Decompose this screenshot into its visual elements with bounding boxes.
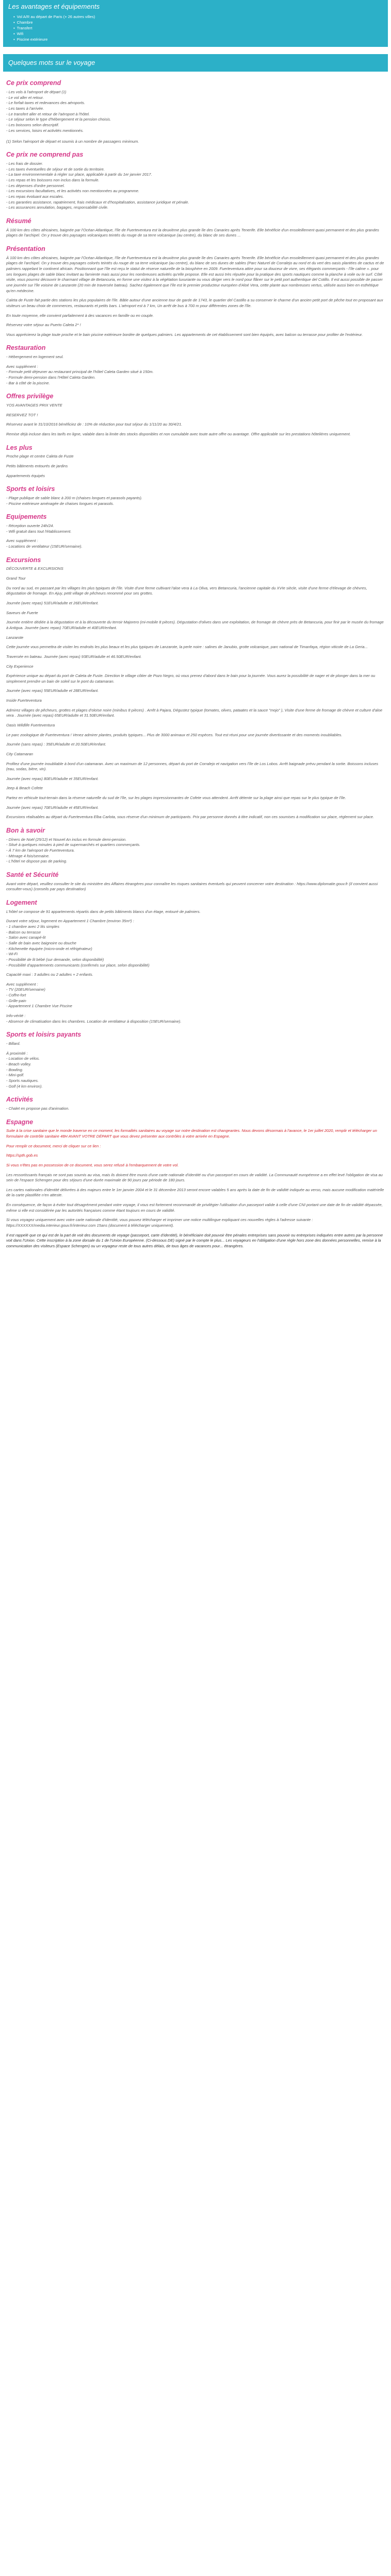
section-text: - Wifi gratuit dans tout l'établissement. [6, 529, 72, 534]
section-text: - Les assurances annulation, bagages, responsabilité civile. [6, 205, 109, 210]
section-text: Journée (sans repas) : 35EUR/adulte et 20.50EUR/enfant. [6, 742, 106, 747]
section-text: Suite à la crise sanitaire que le monde traverse en ce moment, les formalités sanitaires au voyage sur notre destination est changeantes. Nous devons désormais à l'avance, le 1er juillet 2020, remplir et télécharger un formulaire de contrôle sanitaire 48H AVANT VOTRE DÉPART que vous devez présenter aux contrôles à votre arrivée en Espagne. [6, 1128, 377, 1139]
section [3, 245, 388, 337]
section-text: Saveurs de Fuerte [6, 610, 38, 615]
section-title: Restauration [6, 344, 46, 352]
advantage-item: ▪ Wifi [13, 31, 383, 37]
section [3, 485, 388, 506]
section-text: Il est rappelé que ce qui est de la part de voit des documents de voyage (passeport, carte d'identité), le bénéficiaire doit pouvoir être pénales entreprises sans pouvoir ou entreprises indiquées entre autres par la personne voit dans l'Union. Cette inscription à la zone dorsale du 1 de l'Union Européenne. (Ci-dessous DE) signé par le compte le plus... Les voyageurs en l'obligation d'une règle hors zone des données personnelles, remise à la communication des visiteurs (Espace Schengen) ou un voyageur reste de tous autres délais, de tous âges de vacances pour... étrangères. [6, 1232, 383, 1248]
section-text: - Kitchenette équipée (micro-onde et réfrigérateur) [6, 946, 92, 951]
section-text: - La taxe environnementale à régler sur place, applicable à partir du 1er janvier 2017. [6, 172, 152, 177]
section-text: RESERVEZ TOT ! [6, 412, 38, 417]
section-text: Avant votre départ, veuillez consulter le site du ministère des Affaires étrangères pour connaître les risques sanitaires éventuels qui peuvent concerner votre destination : https://www.diplomatie.gouv.fr (Il convient aussi consulter-vous) (conseils par pays destination) [6, 881, 378, 892]
section-text: Journée (avec repas) 80EUR/adulte et 35EUR/enfant. [6, 776, 99, 781]
section-text: Journée entière dédiée à la dégustation et à la découverte du terroir Majorero (mi-mobile 8 pièces). Dégustation d'olives dans une exploitation, de fromage de chèvre près de Betancuria, pour finir par le musée du fromage à Antigua. Journée (avec repas) 70EUR/adulte et 40EUR/enfant. [6, 620, 384, 630]
section-text: Expérience unique au départ du port de Caleta de Fuste. Direction le village côtier de Pozo Negro, où vous prenez d'abord dans le bain pour la journée. Vous aurez la possibilité de nager et de plonger dans la mer ou simplement prendre un bain de soleil sur le pont du catamaran. [6, 673, 376, 684]
section [3, 899, 388, 1024]
trip-sections [3, 79, 388, 1249]
section-text: Profitez d'une journée inoubliable à bord d'un catamaran. Avec un maximum de 12 personnes, départ du port de Corralejo et navigation vers l'île de Los Lobos. Arrêt baignade prévu pendant la sortie. Boissons incluses (eau, sodas, bière, vin). [6, 761, 379, 772]
section-text: - Coffre-fort [6, 993, 26, 998]
advantage-item: ▪ Vol A/R au départ de Paris (+ 26 autres villes) [13, 14, 383, 20]
section-text: - Location de vélos. [6, 1056, 40, 1061]
section-text: - Mini-golf. [6, 1073, 25, 1078]
section-text: - Piscine extérieure aménagée de chaises longues et parasols. [6, 501, 114, 506]
section [3, 556, 388, 820]
section-text: Journée (avec repas) 51EUR/adulte et 26EUR/enfant. [6, 601, 99, 606]
section-text: - Dîners de Noël (25/12) et Nouvel An inclus en formule demi-pension. [6, 837, 127, 842]
section-text: - Plage publique de sable blanc à 200 m (chaises longues et parasols payants). [6, 496, 142, 501]
section-text: Si vous n'êtes pas en possession de ce document, vous serez refusé à l'embarquement de votre vol. [6, 1162, 179, 1167]
section-text: - L'hôtel ne dispose pas de parking. [6, 859, 68, 864]
trip-title: Quelques mots sur le voyage [8, 58, 95, 66]
section-text: - Wi-Fi [6, 952, 18, 957]
section-text: Remise déjà incluse dans les tarifs en ligne, valable dans la limite des stocks disponibles et non cumulable avec toute autre offre ou avantage. Offre applicable sur les prestations hôtelières uniquement. [6, 432, 351, 437]
section-text: Appartements équipés [6, 473, 45, 478]
section-text: - Grille-pain [6, 998, 26, 1003]
section-text: - Salon avec canapé-lit [6, 935, 46, 940]
section-text: - Formule demi-pension dans l'Hôtel Caleta Garden. [6, 375, 96, 380]
section-text: Journée (avec repas) 55EUR/adulte et 28EUR/enfant. [6, 688, 99, 693]
section-text: Avec supplément : [6, 981, 38, 987]
section-text: - À 7 km de l'aéroport de Fuerteventura. [6, 848, 75, 853]
section-text: - Les frais de dossier. [6, 161, 43, 166]
section-text: - Le transfert aller et retour de l'aéroport à l'hôtel. [6, 111, 90, 116]
advantage-item: ▪ Piscine extérieure [13, 37, 383, 43]
section-text: - Ménage 4 fois/semaine. [6, 853, 50, 858]
section-text: En toute moyenne, elle convient parfaitement à des vacances en famille ou en couple. [6, 313, 154, 318]
section [3, 826, 388, 865]
section-text: - Chalet en propose pas d'animation. [6, 1106, 70, 1111]
section-text: Journée (avec repas) 70EUR/adulte et 45EUR/enfant. [6, 805, 99, 810]
section-text: YOS AVANTAGES PRIX VENTE [6, 403, 62, 408]
section-text: - Locations de ventilateur (15EUR/semaine). [6, 544, 83, 549]
section-title: Offres privilège [6, 393, 54, 400]
section-title: Bon à savoir [6, 827, 45, 835]
section-title: Sports et loisirs payants [6, 1031, 82, 1039]
section-text: Pour remplir ce document, merci de cliquer sur ce lien : [6, 1143, 101, 1148]
section [3, 513, 388, 549]
section-title: Présentation [6, 245, 45, 252]
section-text: À 100 km des côtes africaines, baignée par l'Océan Atlantique, l'île de Fuerteventura est la deuxième plus grande île des Canaries après Tenerife. Elle bénéficie d'un ensoleillement quasi permanent et des plus grandes plages de l'archipel. On y trouve des paysages colorés teintés du rouge de sa terre volcanique (au centre), du blanc de ses dunes de sables (Parc Naturel de Corralejo au nord et du vert des oasis plantées de cactus et de palmiers rappelant le continent africain. Positionnant que l'île est reçu le statut de réserve naturelle de la biosphère en 2009. Fuerteventura attire pour sa douceur de vivre, ses élégants commerçants - l'île calme ». pour ses longues plages de sable blanc invitant au farniente mais aussi pour les nombreuses activités qu'elle propose. Elle est aussi très réputée pour la pratique des sports nautiques comme la planche à voile ou le surf. Côté visite, vous pourrez découvrir le charmant village de Betancuria, en forme une visitez à la végétation luxuriante ou vous diriger vers le nord pour flâner sur le petit port authentique del Cotillo. Il est aussi possible de passer une journée sur l'île voisine de Lanzarote (20 min de traversée bateau). Sachez également que l'île est le premier producteur européen d'Aloé Vera, cette plante aux nombreuses vertus, utilisée aussi bien en esthétique qu'en médecine. [6, 255, 384, 293]
section-text: - Les repas et les boissons non inclus dans la formule. [6, 178, 100, 183]
section-text: - Sports nautiques. [6, 1078, 39, 1083]
section-text: En conséquence, de façon à éviter tout désagrément pendant votre voyage, il vous est fortement recommandé de privilégier l'utilisation d'un passeport valide à celle d'une CNI portant une date de fin de validité dépassée, même si elle est considérée par les autorités françaises comme étant toujours en cours de validité. [6, 1202, 383, 1213]
section-text: DÉCOUVERTE & EXCURSIONS [6, 566, 63, 571]
advantages-title: Les avantages et équipements [8, 3, 100, 10]
section-text: (1) Selon l'aéroport de départ et soumis à un nombre de passagers minimum. [6, 139, 139, 144]
section-text: - Formule petit déjeuner au restaurant principal de l'hôtel Caleta Garden situé à 150m. [6, 369, 154, 375]
advantages-list [8, 14, 383, 42]
section-text: - Le forfait taxes et redevances des aéroports. [6, 100, 85, 106]
section-title: Santé et Sécurité [6, 871, 59, 878]
section-text: - Le vol aller et retour. [6, 95, 44, 100]
section-text: - Les garanties assistance, rapatriement, frais médicaux et d'hospitalisation, assistance juridique et pénale. [6, 199, 189, 205]
section-text: Vous apprécierez la plage toute proche et le bain piscine extérieure bordée de quelques palmiers. Les appartements de cet établissement sont bien équipés, avec balcon ou terrasse pour profiter de l'extérieur. [6, 332, 363, 337]
section-text: Du nord au sud, en passant par les villages les plus typiques de l'île. Visite d'une ferme cultivant l'aloe vera à La Oliva, vers Betancuria, l'ancienne capitale du XVIe siècle, visite d'une ferme d'élevage de chèvres, dégustation de fromage. En Ajuy, petit village de pêcheurs renommé pour ses grottes. [6, 585, 367, 596]
section-text: Le parc zoologique de Fuerteventura ! Venez admirer plantes, produits typiques... Plus de 3000 animaux et 250 espèces. Tout est réuni pour une journée divertissante et des moments inoubliables. [6, 732, 343, 737]
section-text: Avec supplément : [6, 538, 38, 544]
section-text: Lanzarote [6, 635, 24, 640]
section-title: Logement [6, 899, 37, 907]
trip-band [3, 54, 388, 72]
section-text: Capacité maxi : 3 adultes ou 2 adultes + 2 enfants. [6, 972, 93, 977]
section-text: - Billard. [6, 1041, 21, 1046]
section-text: L'hôtel se compose de 91 appartements répartis dans de petits bâtiments blancs d'un étage, entouré de palmiers. [6, 909, 201, 914]
advantage-item: ▪ Chambre [13, 20, 383, 26]
section-text: - Appartement 1 Chambre Vue Piscine [6, 1004, 72, 1009]
section-text: - TV (20EUR/semaine) [6, 987, 45, 992]
section-text: - Les excursions facultatives, et les activités non mentionnées au programme. [6, 189, 140, 194]
section-text: Caleta de Fuste fait partie des stations les plus populaires de l'île. Bâtie autour d'une ancienne tour de garde de 1743, le quartier del Castillo a su conserver le charme d'un ancien petit port de pêche tout en proposant aux visiteurs un beau choix de commerces, restaurants et petits bars. L'aéroport est à 7 km, Un arrêt de bus à 700 m pour différentes zones de l'île. [6, 298, 383, 308]
section-text: Admirez villages de pêcheurs, grottes et plages d'oloïse noire (minibus 8 pièces) . Arrêt à Pajara, Dégustez typique (tomates, olives, pataates et la sauce "mojo" ), Visite d'une ferme de fromage de chèvre et culture d'aloe vera . Journée (avec repas) 65EUR/adulte et 31.50EUR/enfant. [6, 707, 383, 718]
section-text: - Possibilité de lit bébé (sur demande, selon disponibilité) [6, 957, 104, 962]
section-text: Excursions réalisables au départ du Fuerteventura Elba Carlota, sous réserve d'un minimum de participants. Prix par personne donnés à titre indicatif, non ces soumises à modification sur place, réglement sur place. [6, 815, 374, 820]
section-text: - Réception ouverte 24h/24. [6, 523, 54, 529]
section-title: Excursions [6, 556, 41, 564]
section-text: Réservez avant le 31/10/2016 bénéficiez de : 10% de réduction pour tout séjour du 1/11/20 au 30/4/21. [6, 422, 183, 427]
section [3, 1118, 388, 1249]
section-text: https://spth.gob.es [6, 1153, 38, 1158]
section-text: - Les taxes éventuelles de séjour et de sortie du territoire. [6, 166, 105, 172]
section-text: - Balcon ou terrasse [6, 929, 41, 935]
section [3, 392, 388, 437]
section-title: Les plus [6, 444, 32, 451]
section-text: - Salle de bain avec baignoire ou douche [6, 940, 76, 945]
section-text: - Les dépenses d'ordre personnel. [6, 183, 65, 188]
section [3, 1095, 388, 1111]
section-text: - Les services, loisirs et activités mentionnés. [6, 128, 84, 133]
section-text: Oasis Wildlife Fuerteventura [6, 722, 55, 727]
section-text: Inside Fuerteventura [6, 698, 42, 703]
section-text: Partez en véhicule tout-terrain dans la réserve naturelle du sud de l'île, sur les plages impressionnantes de Cofete vous attendent. Arrêt détente sur la plage ainsi que repas sur le plus typique de l'île. [6, 795, 346, 801]
section-text: Jeep & Beach Cofete [6, 786, 43, 791]
section-text [6, 133, 385, 139]
section-text: - Beach volley. [6, 1061, 31, 1066]
advantages-band [3, 0, 388, 47]
advantage-item: ▪ Transfert [13, 26, 383, 31]
section-title: Activités [6, 1096, 34, 1104]
section-text: - 1 chambre avec 2 lits simples [6, 924, 59, 929]
section-text: Info-vérité : [6, 1013, 26, 1019]
page [0, 0, 391, 1268]
section-text: - Les vols à l'aéroport de départ (1) [6, 90, 67, 95]
section [3, 344, 388, 386]
section-title: Résumé [6, 217, 31, 225]
section-title: Espagne [6, 1118, 34, 1126]
section-text: - Situé à quelques minutes à pied de supermarchés et quartiers commerçants. [6, 842, 141, 848]
section-text: - Absence de climatisation dans les chambres. Location de ventilateur à disposition (15EUR/semaine). [6, 1019, 182, 1024]
section-text: Traversée en bateau. Journée (avec repas) 93EUR/adulte et 46.50EUR/enfant. [6, 654, 142, 659]
section-text: - Les boissons selon descriptif. [6, 122, 59, 127]
section-text: - Les taxes à l'arrivée. [6, 106, 44, 111]
section [3, 150, 388, 211]
section-text: - Bowling. [6, 1067, 23, 1072]
section [3, 79, 388, 144]
section-title: Equipements [6, 513, 47, 521]
section-text: - Golf (4 km environ). [6, 1083, 43, 1089]
section-text: Réservez votre séjour au Puerto Caleta 2* ! [6, 323, 81, 328]
section-text: Si vous voyagez uniquement avec votre carte nationale d'identité, vous pouvez télécharger et imprimer une notice multilingue expliquant ces nouvelles règles à l'adresse suivante : https://XXXXXX/media.interieur.gouv.fr/interieur.com 15ans (document à télécharger uniquement). [6, 1217, 313, 1228]
section-text: - Hébergement en logement seul. [6, 354, 64, 360]
section-text: Durant votre séjour, logement en Appartement 1 Chambre (environ 35m²) : [6, 919, 134, 924]
section-title: Ce prix ne comprend pas [6, 151, 84, 159]
section-text: - Bar à côté de la piscine. [6, 380, 50, 385]
section-text: Grand Tour [6, 576, 26, 581]
section-text: Avec supplément : [6, 364, 38, 369]
section-text: Proche plage et centre Caleta de Fuste [6, 454, 74, 459]
section [3, 444, 388, 479]
section-text: City Catamaran [6, 751, 34, 756]
section-text: City Experience [6, 664, 34, 669]
section-title: Sports et loisirs [6, 485, 55, 493]
section [3, 1030, 388, 1089]
section-text: Petits bâtiments entourés de jardins [6, 464, 68, 469]
section-title: Ce prix comprend [6, 79, 61, 87]
section [3, 871, 388, 892]
section-text: À proximité : [6, 1050, 28, 1056]
section-text: - Les repas évoluant aux escales. [6, 194, 64, 199]
section-text: Les ressortissants français ne sont pas soumis au visa, mais ils doivent être munis d'une carte nationale d'identité ou d'un passeport en cours de validité. La Communauté européenne a en effet levé l'obligation de visa au sein de l'espace Schengen pour des séjours d'une durée maximale de 90 jours par période de 180 jours. [6, 1172, 383, 1183]
section [3, 217, 388, 239]
section-text: Cette journée vous permettra de visiter les endroits les plus beaux et les plus typiques de Lanzarote, la perle noire : salines de Janubio, grotte volcanique, parc national de Timanfaya, région viticole de La Geria... [6, 645, 368, 650]
section-text: À 100 km des côtes africaines, baignée par l'Océan Atlantique, l'île de Fuerteventura est la deuxième plus grande île des Canaries après Tenerife. Elle bénéficie d'un ensoleillement quasi permanent et des plus grandes plages de l'archipel. On y trouve des paysages volcaniques teintés du rouge de sa terre volcanique (au centre), du blanc de ses dunes ... [6, 227, 379, 238]
section-text: - Le séjour selon le type d'hébergement et la pension choisis. [6, 117, 111, 122]
section-text: Les cartes nationales d'identité délivrées à des majeurs entre le 1er janvier 2004 et le 31 décembre 2013 seront encore valables 5 ans après la date de fin de validité indiquée au verso, mais aucune modification matérielle de la carte plastifiée n'en atteste. [6, 1187, 384, 1198]
section-text: - Possibilité d'appartements communicants (confirmés sur place, selon disponibilité) [6, 962, 150, 968]
